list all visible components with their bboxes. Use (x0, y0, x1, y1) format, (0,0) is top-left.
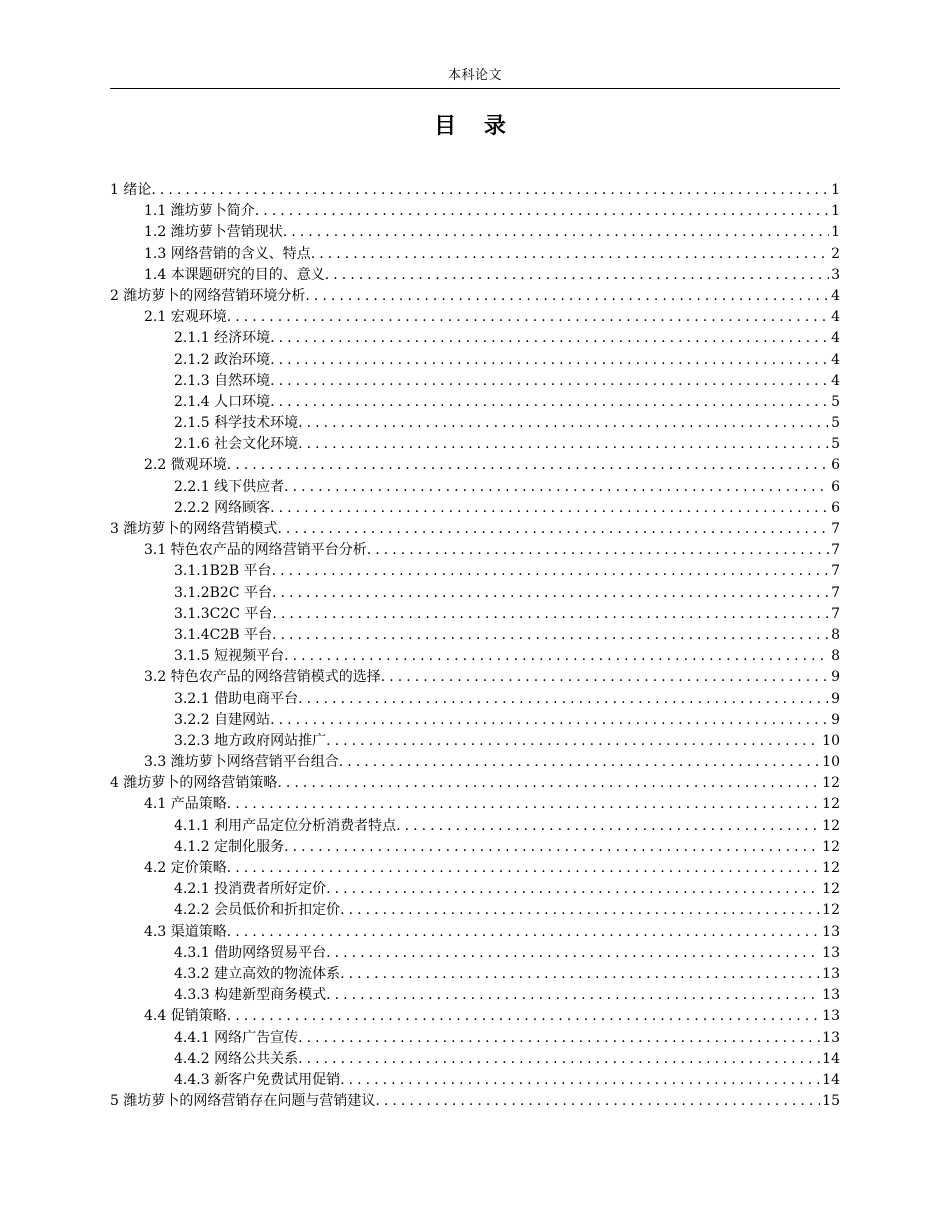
toc-entry-page-number: 4 (831, 287, 840, 304)
toc-entry-label: 3.2 特色农产品的网络营销模式的选择 (144, 669, 381, 686)
toc-leader-dots (284, 477, 829, 498)
toc-entry[interactable] (110, 985, 840, 1006)
toc-entry[interactable] (110, 583, 840, 604)
toc-entry[interactable] (110, 964, 840, 985)
toc-leader-dots (284, 646, 829, 667)
toc-leader-dots (227, 858, 820, 879)
toc-entry-page-number: 13 (822, 1029, 840, 1046)
toc-entry-label: 3.2.2 自建网站 (174, 711, 271, 728)
toc-entry[interactable] (110, 731, 840, 752)
toc-entry-page-number: 9 (831, 690, 840, 707)
toc-entry-page-number: 10 (822, 732, 840, 749)
toc-entry-page-number: 12 (822, 817, 840, 834)
toc-entry-page-number: 1 (831, 224, 840, 241)
toc-leader-dots (272, 583, 829, 604)
toc-entry-label: 5 潍坊萝卜的网络营销存在问题与营销建议 (110, 1093, 376, 1110)
toc-entry-page-number: 12 (822, 838, 840, 855)
toc-entry[interactable] (110, 752, 840, 773)
toc-entry[interactable] (110, 455, 840, 476)
toc-entry-label: 3 潍坊萝卜的网络营销模式 (110, 521, 278, 537)
toc-leader-dots (227, 922, 820, 943)
toc-leader-dots (339, 752, 820, 773)
toc-entry[interactable] (110, 710, 840, 731)
toc-entry-page-number: 4 (831, 372, 840, 389)
toc-entry[interactable] (110, 477, 840, 498)
toc-leader-dots (227, 307, 829, 328)
toc-leader-dots (272, 625, 829, 646)
toc-entry-page-number: 13 (822, 923, 840, 940)
toc-entry[interactable] (110, 307, 840, 328)
toc-leader-dots (298, 1049, 820, 1070)
toc-entry-label: 4.3.2 建立高效的物流体系 (174, 965, 341, 982)
toc-leader-dots (284, 837, 820, 858)
toc-entry-page-number: 8 (831, 648, 840, 665)
toc-entry[interactable] (110, 773, 840, 794)
toc-entry-page-number: 14 (822, 1071, 840, 1088)
toc-leader-dots (298, 413, 829, 434)
toc-entry[interactable] (110, 371, 840, 392)
toc-entry-page-number: 12 (822, 775, 840, 792)
toc-entry-label: 2.2 微观环境 (144, 457, 227, 474)
toc-entry-page-number: 9 (831, 711, 840, 728)
toc-entry-label: 3.1.3C2C 平台 (174, 605, 273, 622)
toc-leader-dots (396, 816, 820, 837)
header-text: 本科论文 (447, 68, 502, 83)
toc-leader-dots (270, 710, 829, 731)
toc-leader-dots (326, 943, 820, 964)
toc-entry-label: 3.1 特色农产品的网络营销平台分析 (144, 542, 367, 559)
toc-leader-dots (326, 985, 820, 1006)
toc-entry[interactable] (110, 922, 840, 943)
toc-leader-dots (283, 222, 829, 243)
toc-entry[interactable] (110, 604, 840, 625)
toc-entry[interactable] (110, 328, 840, 349)
toc-entry[interactable] (110, 943, 840, 964)
toc-leader-dots (381, 667, 829, 688)
toc-leader-dots (367, 540, 829, 561)
toc-entry-label: 3.3 潍坊萝卜网络营销平台组合 (144, 754, 339, 771)
toc-entry-page-number: 15 (822, 1093, 840, 1110)
toc-entry-label: 4 潍坊萝卜的网络营销策略 (110, 775, 278, 792)
toc-entry-page-number: 12 (822, 860, 840, 876)
toc-leader-dots (340, 900, 820, 921)
toc-entry-label: 3.1.4C2B 平台 (174, 626, 272, 643)
toc-leader-dots (298, 1028, 820, 1049)
toc-entry[interactable] (110, 350, 840, 371)
toc-entry[interactable] (110, 244, 840, 265)
toc-entry-label: 3.1.2B2C 平台 (174, 584, 272, 601)
toc-leader-dots (270, 371, 829, 392)
toc-leader-dots (151, 180, 829, 201)
toc-entry-label: 1.4 本课题研究的目的、意义 (144, 266, 325, 283)
toc-entry-label: 4.4 促销策略 (144, 1008, 227, 1025)
toc-entry-page-number: 12 (822, 796, 840, 813)
toc-leader-dots (227, 455, 829, 476)
toc-entry-label: 2.1.6 社会文化环境 (174, 436, 299, 453)
toc-entry[interactable] (110, 837, 840, 858)
toc-entry-label: 1.1 潍坊萝卜简介 (144, 203, 255, 220)
toc-entry-page-number: 13 (822, 1008, 840, 1025)
toc-entry-page-number: 6 (831, 499, 840, 516)
toc-entry[interactable] (110, 180, 840, 201)
toc-entry-label: 2 潍坊萝卜的网络营销环境分析 (110, 287, 306, 304)
toc-entry-page-number: 6 (831, 457, 840, 474)
toc-entry[interactable] (110, 625, 840, 646)
toc-entry-page-number: 7 (831, 584, 840, 601)
toc-entry-page-number: 5 (831, 436, 840, 453)
toc-entry-label: 4.4.1 网络广告宣传 (174, 1029, 299, 1046)
toc-entry-page-number: 3 (831, 266, 840, 283)
toc-entry[interactable] (110, 879, 840, 900)
toc-entry[interactable] (110, 900, 840, 921)
toc-entry-label: 3.2.1 借助电商平台 (174, 690, 299, 707)
toc-entry-label: 4.4.3 新客户免费试用促销 (174, 1071, 341, 1088)
toc-leader-dots (270, 498, 829, 519)
toc-title: 目 录 (434, 114, 516, 139)
toc-entry[interactable] (110, 519, 840, 540)
toc-entry[interactable] (110, 1091, 840, 1112)
toc-entry-label: 2.1.1 经济环境 (174, 330, 271, 347)
toc-entry-page-number: 13 (822, 965, 840, 982)
toc-entry-page-number: 1 (831, 182, 840, 198)
toc-entry[interactable] (110, 816, 840, 837)
toc-entry-label: 2.2.2 网络顾客 (174, 499, 271, 516)
toc-entry[interactable] (110, 540, 840, 561)
toc-leader-dots (272, 604, 829, 625)
toc-entry-page-number: 5 (831, 415, 840, 432)
toc-entry[interactable] (110, 286, 840, 307)
toc-entry-label: 1.2 潍坊萝卜营销现状 (144, 224, 283, 241)
toc-leader-dots (340, 964, 820, 985)
toc-entry-label: 4.1.1 利用产品定位分析消费者特点 (174, 817, 397, 834)
toc-entry-page-number: 7 (831, 521, 840, 537)
toc-entry-label: 4.3.1 借助网络贸易平台 (174, 944, 327, 961)
toc-entry[interactable] (110, 667, 840, 688)
toc-leader-dots (340, 1070, 820, 1091)
toc-entry-page-number: 12 (822, 902, 840, 919)
toc-leader-dots (227, 794, 820, 815)
toc-leader-dots (277, 773, 820, 794)
toc-leader-dots (270, 328, 829, 349)
toc-entry-page-number: 6 (831, 478, 840, 495)
toc-entry-page-number: 7 (831, 605, 840, 622)
toc-leader-dots (270, 392, 829, 413)
toc-leader-dots (255, 201, 829, 222)
toc-leader-dots (227, 1006, 820, 1027)
toc-entry-page-number: 9 (831, 669, 840, 686)
toc-entry-page-number: 4 (831, 330, 840, 347)
toc-entry-label: 2.1.2 政治环境 (174, 351, 271, 368)
toc-entry-page-number: 1 (831, 203, 840, 220)
toc-entry[interactable] (110, 201, 840, 222)
toc-entry[interactable] (110, 1006, 840, 1027)
toc-entry-page-number: 2 (831, 245, 840, 262)
toc-leader-dots (298, 689, 829, 710)
toc-entry-label: 4.3.3 构建新型商务模式 (174, 987, 327, 1004)
toc-leader-dots (270, 350, 829, 371)
table-of-contents (110, 180, 840, 1112)
toc-entry-label: 4.3 渠道策略 (144, 923, 227, 940)
toc-entry-label: 1 绪论 (110, 182, 152, 198)
toc-entry-label: 4.1 产品策略 (144, 796, 227, 813)
toc-leader-dots (305, 286, 829, 307)
page-header (110, 64, 840, 89)
toc-entry-label: 1.3 网络营销的含义、特点 (144, 245, 311, 262)
toc-entry-label: 2.1 宏观环境 (144, 309, 227, 326)
toc-entry-page-number: 14 (822, 1050, 840, 1067)
toc-entry-page-number: 8 (831, 626, 840, 643)
toc-entry[interactable] (110, 434, 840, 455)
toc-entry-label: 4.4.2 网络公共关系 (174, 1050, 299, 1067)
toc-entry-page-number: 13 (822, 987, 840, 1004)
toc-entry[interactable] (110, 858, 840, 879)
toc-entry[interactable] (110, 265, 840, 286)
toc-leader-dots (272, 561, 829, 582)
toc-entry[interactable] (110, 689, 840, 710)
toc-entry-label: 4.2.2 会员低价和折扣定价 (174, 902, 341, 919)
toc-leader-dots (277, 519, 829, 540)
toc-entry[interactable] (110, 1070, 840, 1091)
toc-entry-label: 3.1.1B2B 平台 (174, 563, 272, 580)
toc-entry[interactable] (110, 498, 840, 519)
toc-entry-label: 2.2.1 线下供应者 (174, 478, 285, 495)
toc-entry-page-number: 12 (822, 881, 840, 898)
toc-entry[interactable] (110, 646, 840, 667)
toc-entry[interactable] (110, 1028, 840, 1049)
toc-entry-page-number: 13 (822, 944, 840, 961)
toc-leader-dots (325, 265, 829, 286)
toc-entry-label: 2.1.5 科学技术环境 (174, 415, 299, 432)
toc-entry-label: 3.1.5 短视频平台 (174, 648, 285, 665)
toc-entry-page-number: 10 (822, 754, 840, 771)
toc-entry-page-number: 7 (831, 542, 840, 559)
toc-entry-label: 4.2.1 投消费者所好定价 (174, 881, 327, 898)
toc-leader-dots (298, 434, 829, 455)
toc-entry-label: 2.1.4 人口环境 (174, 393, 271, 410)
toc-entry-label: 3.2.3 地方政府网站推广 (174, 732, 327, 749)
toc-entry[interactable] (110, 561, 840, 582)
toc-entry-label: 4.1.2 定制化服务 (174, 838, 285, 855)
toc-leader-dots (375, 1091, 820, 1112)
toc-entry[interactable] (110, 222, 840, 243)
toc-entry-page-number: 4 (831, 351, 840, 368)
toc-leader-dots (311, 244, 829, 265)
toc-entry-page-number: 5 (831, 393, 840, 410)
toc-entry[interactable] (110, 413, 840, 434)
toc-entry-label: 2.1.3 自然环境 (174, 372, 271, 389)
toc-entry[interactable] (110, 392, 840, 413)
toc-entry-label: 4.2 定价策略 (144, 860, 227, 876)
toc-entry-page-number: 7 (831, 563, 840, 580)
toc-leader-dots (326, 879, 820, 900)
toc-entry[interactable] (110, 794, 840, 815)
toc-leader-dots (326, 731, 820, 752)
toc-entry[interactable] (110, 1049, 840, 1070)
toc-entry-page-number: 4 (831, 309, 840, 326)
